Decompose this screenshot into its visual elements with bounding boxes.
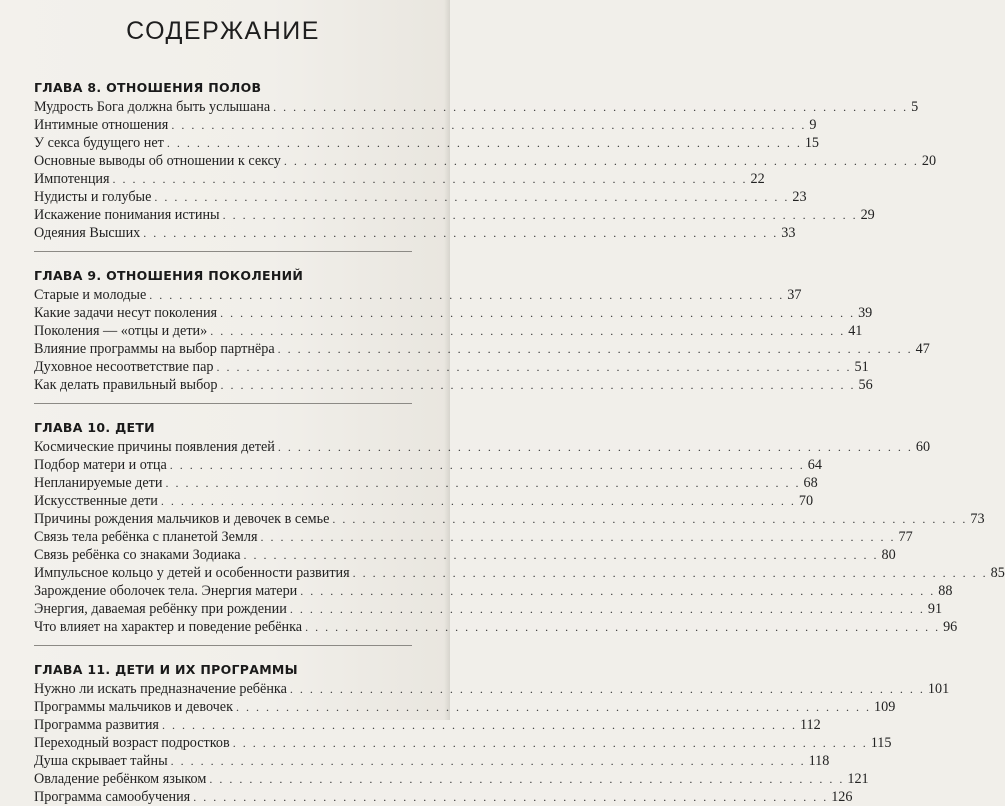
entry-title: Программы мальчиков и девочек (34, 699, 233, 715)
toc-entry[interactable] (34, 304, 873, 322)
dot-leader (171, 752, 806, 770)
dot-leader (171, 116, 806, 134)
entry-title: Связь ребёнка со знаками Зодиака (34, 547, 241, 563)
entry-page-number: 126 (831, 789, 853, 805)
section-divider (34, 403, 412, 404)
dot-leader (290, 680, 925, 698)
dot-leader (278, 438, 913, 456)
dot-leader (284, 152, 919, 170)
entry-title: Нудисты и голубые (34, 189, 152, 205)
entry-title: Непланируемые дети (34, 475, 163, 491)
dot-leader (167, 134, 802, 152)
entry-title: Зарождение оболочек тела. Энергия матери (34, 583, 298, 599)
entry-title: Импотенция (34, 171, 110, 187)
dot-leader (300, 582, 935, 600)
entry-page-number: 91 (927, 601, 943, 617)
toc-entry[interactable] (34, 600, 943, 618)
entry-page-number: 77 (898, 529, 913, 545)
entry-page-number: 73 (970, 511, 985, 527)
dot-leader (236, 698, 871, 716)
entry-title: Как делать правильный выбор (34, 377, 218, 393)
dot-leader (290, 600, 925, 618)
toc-entry[interactable] (34, 528, 913, 546)
entry-title: Влияние программы на выбор партнёра (34, 341, 275, 357)
entry-title: Овладение ребёнком языком (34, 771, 207, 787)
entry-title: Что влияет на характер и поведение ребёнка (34, 619, 303, 635)
dot-leader (193, 788, 828, 806)
entry-title: Энергия, даваемая ребёнку при рождении (34, 601, 287, 617)
entry-page-number: 68 (803, 475, 818, 491)
entry-page-number: 29 (860, 207, 875, 223)
dot-leader (223, 206, 858, 224)
entry-page-number: 56 (858, 377, 873, 393)
toc-entry[interactable] (34, 340, 930, 358)
dot-leader (162, 716, 797, 734)
entry-title: Космические причины появления детей (34, 439, 275, 455)
entry-page-number: 112 (799, 717, 821, 733)
entry-page-number: 22 (750, 171, 765, 187)
chapter-heading: ГЛАВА 11. ДЕТИ И ИХ ПРОГРАММЫ (34, 662, 298, 677)
toc-entry[interactable] (34, 510, 985, 528)
entry-page-number: 37 (787, 287, 802, 303)
dot-leader (161, 492, 796, 510)
chapter-section (34, 660, 950, 806)
toc-entry[interactable] (34, 546, 896, 564)
toc-entry[interactable] (34, 286, 802, 304)
dot-leader (149, 286, 784, 304)
toc-entry[interactable] (34, 734, 892, 752)
toc-entry[interactable] (34, 456, 822, 474)
entry-title: Нужно ли искать предназначение ребёнка (34, 681, 287, 697)
section-divider (34, 251, 412, 252)
chapter-section (34, 78, 937, 252)
entry-page-number: 47 (915, 341, 930, 357)
toc-entry[interactable] (34, 716, 821, 734)
entry-page-number: 20 (921, 153, 937, 169)
toc-entry[interactable] (34, 134, 820, 152)
entry-page-number: 115 (870, 735, 892, 751)
table-of-contents (34, 78, 1005, 806)
entry-title: Искусственные дети (34, 493, 158, 509)
entry-title: Духовное несоответствие пар (34, 359, 214, 375)
entry-page-number: 15 (804, 135, 820, 151)
toc-entry[interactable] (34, 770, 869, 788)
entry-page-number: 88 (938, 583, 953, 599)
dot-leader (165, 474, 800, 492)
entry-page-number: 51 (854, 359, 869, 375)
dot-leader (216, 358, 851, 376)
dot-leader (209, 770, 844, 788)
chapter-heading: ГЛАВА 10. ДЕТИ (34, 420, 155, 435)
chapter-heading: ГЛАВА 9. ОТНОШЕНИЯ ПОКОЛЕНИЙ (34, 268, 304, 283)
chapter-section (34, 266, 930, 404)
toc-entry[interactable] (34, 618, 958, 636)
dot-leader (143, 224, 778, 242)
toc-entry[interactable] (34, 206, 875, 224)
entry-page-number: 23 (792, 189, 807, 205)
entry-title: Искажение понимания истины (34, 207, 220, 223)
entry-page-number: 39 (858, 305, 873, 321)
entry-title: Подбор матери и отца (34, 457, 167, 473)
toc-entry[interactable] (34, 98, 919, 116)
entry-page-number: 5 (911, 99, 919, 115)
chapter-heading: ГЛАВА 8. ОТНОШЕНИЯ ПОЛОВ (34, 80, 262, 95)
entry-page-number: 9 (809, 117, 817, 133)
section-divider (34, 645, 412, 646)
toc-entry[interactable] (34, 188, 807, 206)
entry-title: Программа самообучения (34, 789, 191, 805)
entry-page-number: 64 (807, 457, 822, 473)
page-title: СОДЕРЖАНИЕ (126, 17, 320, 45)
toc-entry[interactable] (34, 680, 950, 698)
entry-page-number: 85 (990, 565, 1005, 581)
dot-leader (233, 734, 868, 752)
dot-leader (210, 322, 845, 340)
dot-leader (353, 564, 988, 582)
entry-title: Причины рождения мальчиков и девочек в семье (34, 511, 330, 527)
entry-page-number: 118 (808, 753, 830, 769)
dot-leader (154, 188, 789, 206)
dot-leader (332, 510, 967, 528)
entry-title: Основные выводы об отношении к сексу (34, 153, 281, 169)
dot-leader (244, 546, 879, 564)
entry-page-number: 33 (781, 225, 796, 241)
entry-title: Поколения — «отцы и дети» (34, 323, 208, 339)
entry-title: Программа развития (34, 717, 159, 733)
dot-leader (220, 304, 855, 322)
entry-page-number: 101 (927, 681, 950, 697)
entry-page-number: 70 (798, 493, 814, 509)
toc-entry[interactable] (34, 788, 853, 806)
dot-leader (273, 98, 908, 116)
entry-title: Какие задачи несут поколения (34, 305, 218, 321)
entry-page-number: 96 (943, 619, 958, 635)
toc-entry[interactable] (34, 438, 931, 456)
entry-page-number: 41 (848, 323, 863, 339)
entry-title: Старые и молодые (34, 287, 147, 303)
dot-leader (220, 376, 855, 394)
entry-page-number: 121 (847, 771, 869, 787)
toc-entry[interactable] (34, 752, 830, 770)
entry-page-number: 80 (881, 547, 896, 563)
toc-entry[interactable] (34, 152, 937, 170)
entry-title: Душа скрывает тайны (34, 753, 168, 769)
toc-entry[interactable] (34, 492, 814, 510)
toc-entry[interactable] (34, 564, 1005, 582)
dot-leader (113, 170, 748, 188)
dot-leader (170, 456, 805, 474)
toc-entry[interactable] (34, 582, 953, 600)
entry-page-number: 60 (915, 439, 931, 455)
toc-entry[interactable] (34, 474, 818, 492)
entry-title: Интимные отношения (34, 117, 169, 133)
dot-leader (305, 618, 940, 636)
entry-title: Мудрость Бога должна быть услышана (34, 99, 271, 115)
dot-leader (278, 340, 913, 358)
entry-title: У секса будущего нет (34, 135, 164, 151)
toc-entry[interactable] (34, 322, 863, 340)
chapter-section (34, 418, 1005, 646)
entry-page-number: 109 (874, 699, 896, 715)
toc-entry[interactable] (34, 116, 817, 134)
entry-title: Связь тела ребёнка с планетой Земля (34, 529, 258, 545)
toc-entry[interactable] (34, 698, 896, 716)
dot-leader (261, 528, 896, 546)
toc-entry[interactable] (34, 358, 869, 376)
toc-entry[interactable] (34, 376, 873, 394)
entry-title: Импульсное кольцо у детей и особенности развития (34, 565, 350, 581)
toc-entry[interactable] (34, 170, 765, 188)
toc-entry[interactable] (34, 224, 796, 242)
entry-title: Переходный возраст подростков (34, 735, 230, 751)
entry-title: Одеяния Высших (34, 225, 141, 241)
